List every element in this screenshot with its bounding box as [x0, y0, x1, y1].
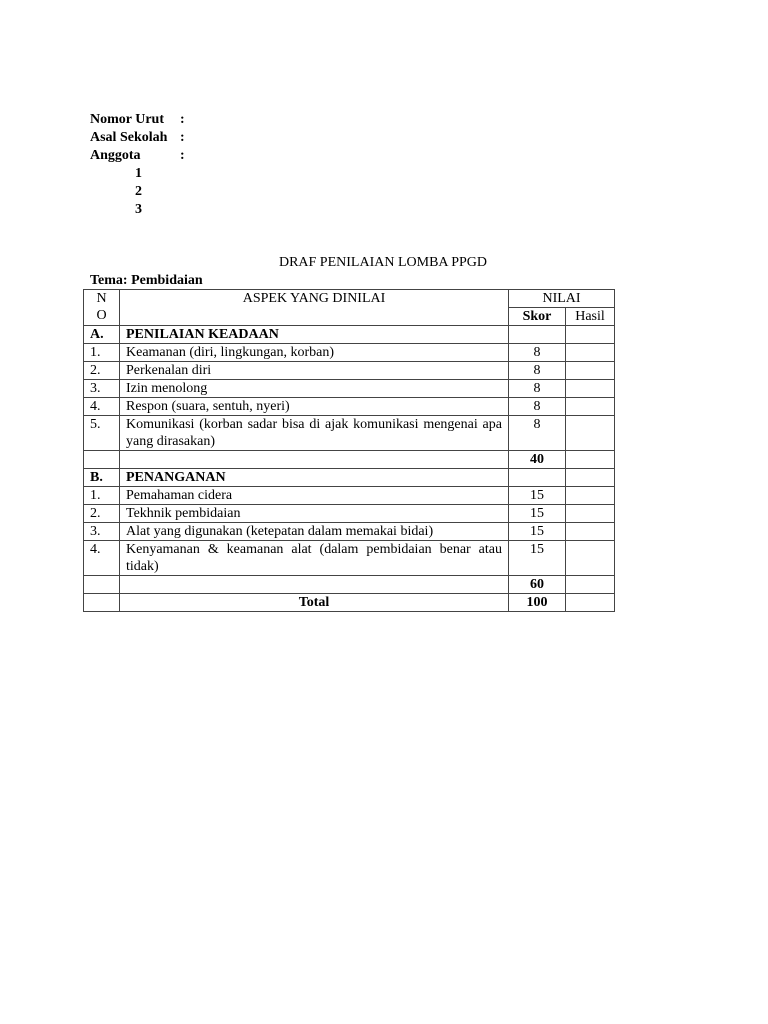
- item-no: 4.: [84, 398, 120, 416]
- hasil-cell[interactable]: [566, 487, 615, 505]
- asal-sekolah-row: [90, 129, 185, 147]
- nomor-urut-label: Nomor Urut: [90, 112, 165, 127]
- table-row: [84, 487, 615, 505]
- subtotal-row-a: [84, 451, 615, 469]
- hasil-header: Hasil: [566, 308, 615, 326]
- item-no: 5.: [84, 416, 120, 451]
- total-value: 100: [509, 594, 566, 612]
- anggota-label: Anggota: [90, 148, 141, 163]
- item-no: 3.: [84, 523, 120, 541]
- table-row: [84, 416, 615, 451]
- item-score: 8: [509, 398, 566, 416]
- item-aspect: Perkenalan diri: [120, 362, 509, 380]
- hasil-cell[interactable]: [566, 326, 615, 344]
- asal-sekolah-label: Asal Sekolah: [90, 130, 168, 145]
- hasil-cell[interactable]: [566, 541, 615, 576]
- hasil-cell[interactable]: [566, 469, 615, 487]
- skor-header: Skor: [509, 308, 566, 326]
- table-row: [84, 380, 615, 398]
- anggota-colon: :: [180, 148, 185, 163]
- item-no: 4.: [84, 541, 120, 576]
- assessment-table: [83, 289, 615, 612]
- table-row: [84, 398, 615, 416]
- table-row: [84, 505, 615, 523]
- empty-cell: [84, 594, 120, 612]
- item-aspect: Alat yang digunakan (ketepatan dalam memakai bidai): [120, 523, 509, 541]
- item-score: 8: [509, 344, 566, 362]
- section-row-b: [84, 469, 615, 487]
- hasil-cell[interactable]: [566, 451, 615, 469]
- item-no: 1.: [84, 344, 120, 362]
- item-aspect: Keamanan (diri, lingkungan, korban): [120, 344, 509, 362]
- total-label: Total: [120, 594, 509, 612]
- subtotal-row-b: [84, 576, 615, 594]
- empty-cell: [84, 451, 120, 469]
- member-2: 2: [135, 184, 142, 199]
- anggota-row: [90, 147, 185, 165]
- item-score: 8: [509, 416, 566, 451]
- item-no: 2.: [84, 362, 120, 380]
- total-row: [84, 594, 615, 612]
- nomor-urut-row: [90, 111, 185, 129]
- member-3: 3: [135, 202, 142, 217]
- item-score: 8: [509, 362, 566, 380]
- subtotal-value: 60: [509, 576, 566, 594]
- asal-sekolah-colon: :: [180, 130, 185, 145]
- table-header-row-1: [84, 290, 615, 308]
- member-1: 1: [135, 166, 142, 181]
- item-score: 15: [509, 505, 566, 523]
- hasil-cell[interactable]: [566, 594, 615, 612]
- item-score: 15: [509, 523, 566, 541]
- hasil-cell[interactable]: [566, 576, 615, 594]
- document-title: DRAF PENILAIAN LOMBA PPGD: [278, 255, 488, 270]
- item-no: 1.: [84, 487, 120, 505]
- tema-label: Tema: Pembidaian: [90, 273, 203, 288]
- section-title: PENILAIAN KEADAAN: [120, 326, 509, 344]
- skor-cell: [509, 469, 566, 487]
- empty-cell: [84, 576, 120, 594]
- hasil-cell[interactable]: [566, 523, 615, 541]
- hasil-cell[interactable]: [566, 505, 615, 523]
- item-no: 2.: [84, 505, 120, 523]
- item-no: 3.: [84, 380, 120, 398]
- section-title: PENANGANAN: [120, 469, 509, 487]
- hasil-cell[interactable]: [566, 344, 615, 362]
- item-score: 15: [509, 541, 566, 576]
- skor-cell: [509, 326, 566, 344]
- hasil-cell[interactable]: [566, 416, 615, 451]
- item-aspect: Komunikasi (korban sadar bisa di ajak komunikasi mengenai apa yang dirasakan): [120, 416, 509, 451]
- item-score: 8: [509, 380, 566, 398]
- table-row: [84, 362, 615, 380]
- section-row-a: [84, 326, 615, 344]
- section-code: B.: [84, 469, 120, 487]
- participant-info: [90, 111, 185, 219]
- item-aspect: Respon (suara, sentuh, nyeri): [120, 398, 509, 416]
- item-aspect: Kenyamanan & keamanan alat (dalam pembidaian benar atau tidak): [120, 541, 509, 576]
- section-code: A.: [84, 326, 120, 344]
- table-row: [84, 523, 615, 541]
- table-row: [84, 344, 615, 362]
- subtotal-value: 40: [509, 451, 566, 469]
- no-header-line1: N: [96, 291, 107, 306]
- item-aspect: Tekhnik pembidaian: [120, 505, 509, 523]
- nomor-urut-colon: :: [180, 112, 185, 127]
- empty-cell: [120, 576, 509, 594]
- table-row: [84, 541, 615, 576]
- item-aspect: Izin menolong: [120, 380, 509, 398]
- hasil-cell[interactable]: [566, 398, 615, 416]
- aspek-header: ASPEK YANG DINILAI: [120, 290, 509, 326]
- nilai-header: NILAI: [509, 290, 615, 308]
- item-aspect: Pemahaman cidera: [120, 487, 509, 505]
- item-score: 15: [509, 487, 566, 505]
- hasil-cell[interactable]: [566, 362, 615, 380]
- no-header: [84, 290, 120, 326]
- no-header-line2: O: [96, 308, 107, 323]
- empty-cell: [120, 451, 509, 469]
- hasil-cell[interactable]: [566, 380, 615, 398]
